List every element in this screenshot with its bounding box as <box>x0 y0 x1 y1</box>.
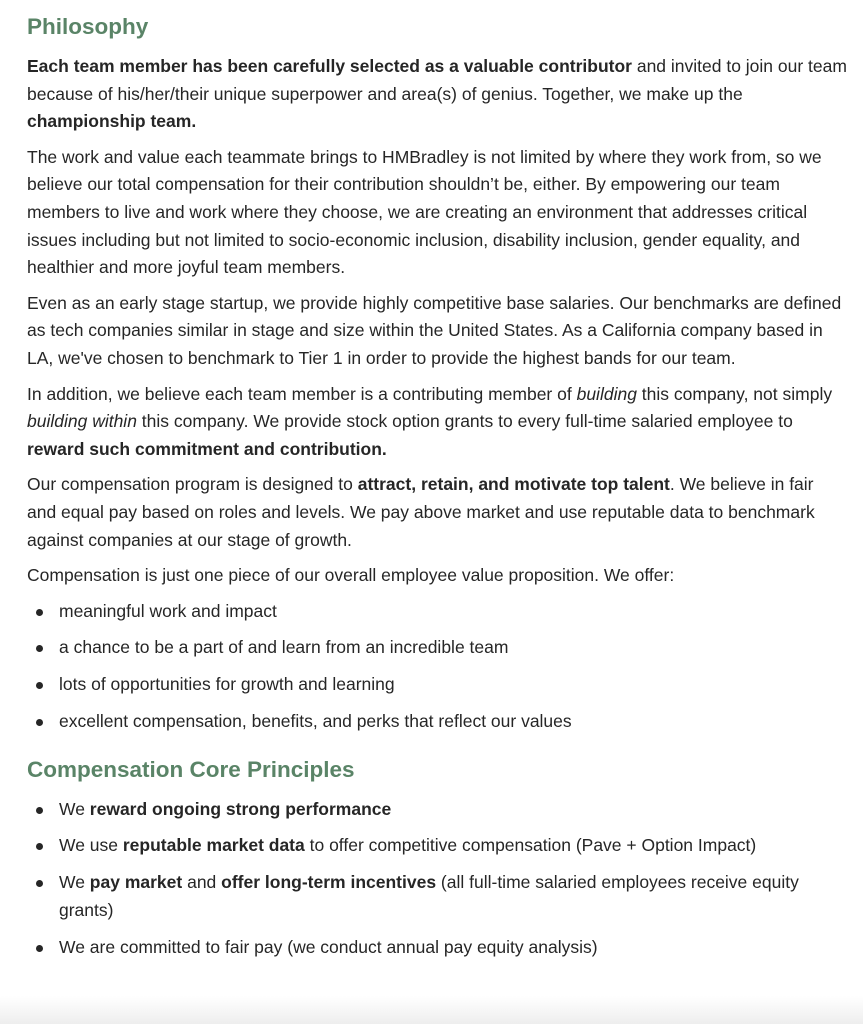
list-item <box>27 634 847 662</box>
bullet-icon <box>36 682 43 689</box>
text-run: this company, not simply <box>636 383 833 404</box>
bullet-icon <box>36 719 43 726</box>
list-item <box>27 832 847 860</box>
text-run: this company. We provide stock option grants to every full-time salaried employee to <box>136 411 793 432</box>
text-run: We use <box>59 835 123 856</box>
bullet-icon <box>36 843 43 850</box>
bold-text: Each team member has been carefully selected as a valuable contributor <box>27 56 632 76</box>
bold-text: pay market <box>89 872 183 893</box>
philosophy-paragraph-2: The work and value each teammate brings to HMBradley is not limited by where they work from, so we believe our total compensation for their contribution shouldn’t be, either. By empowering our team members to live and work where they choose, we are creating an environment that addresses critical issues including but not limited to socio-economic inclusion, disability inclusion, gender equality, and healthier and more joyful team members. <box>27 146 822 278</box>
list-item <box>27 934 847 962</box>
text-run: We <box>59 798 90 819</box>
text-run: and <box>182 872 222 893</box>
bold-text: attract, retain, and motivate top talent <box>357 474 670 495</box>
philosophy-paragraph-4 <box>27 381 847 464</box>
bold-text: reward ongoing strong performance <box>89 798 392 819</box>
list-item-text: We are committed to fair pay (we conduct annual pay equity analysis) <box>59 936 598 957</box>
bullet-icon <box>36 807 43 814</box>
bullet-icon <box>36 945 43 952</box>
philosophy-paragraph-3: Even as an early stage startup, we provide highly competitive base salaries. Our benchmarks are defined as tech companies similar in stage and size within the United States. As a California company based in LA, we've chosen to benchmark to Tier 1 in order to provide the highest bands for our team. <box>27 292 842 368</box>
list-item <box>27 671 847 699</box>
text-run: (all full-time salaried employees receive equity grants) <box>59 872 799 920</box>
text-run: In addition, we believe each team member is a contributing member of <box>27 383 577 404</box>
bottom-fade-shadow <box>0 996 863 1024</box>
bullet-icon <box>36 645 43 652</box>
bold-text: reputable market data <box>122 835 305 856</box>
document-body <box>27 12 847 970</box>
list-item-text: excellent compensation, benefits, and perks that reflect our values <box>59 711 572 732</box>
italic-text: building <box>576 383 637 404</box>
list-item-text: a chance to be a part of and learn from an incredible team <box>59 637 509 658</box>
bullet-icon <box>36 609 43 616</box>
text-run: We <box>59 872 90 893</box>
text-run: to offer competitive compensation (Pave + Option Impact) <box>304 835 757 856</box>
list-item <box>27 708 847 736</box>
philosophy-paragraph-5 <box>27 471 847 554</box>
philosophy-paragraph-1 <box>27 53 847 136</box>
list-item <box>27 869 847 924</box>
bold-text: reward such commitment and contribution. <box>27 438 387 459</box>
list-item <box>27 796 847 824</box>
list-item-text: meaningful work and impact <box>59 600 277 621</box>
offers-list <box>27 598 847 736</box>
italic-text: building within <box>27 411 137 432</box>
text-run: Our compensation program is designed to <box>27 474 358 495</box>
list-item <box>27 598 847 626</box>
bold-text: offer long-term incentives <box>221 872 437 893</box>
bold-text: championship team. <box>27 111 197 132</box>
text-run: . We believe in fair and equal pay based on roles and levels. We pay above market and use reputable data to benchmark against companies at our stage of growth. <box>27 474 815 550</box>
philosophy-heading: Philosophy <box>27 14 149 39</box>
philosophy-paragraph-6: Compensation is just one piece of our overall employee value proposition. We offer: <box>27 565 675 586</box>
list-item-text: lots of opportunities for growth and learning <box>59 674 395 695</box>
text-run: and invited to join our team because of his/her/their unique superpower and area(s) of genius. Together, we make up the <box>27 56 847 104</box>
principles-heading: Compensation Core Principles <box>27 756 355 782</box>
bullet-icon <box>36 880 43 887</box>
principles-list <box>27 796 847 962</box>
